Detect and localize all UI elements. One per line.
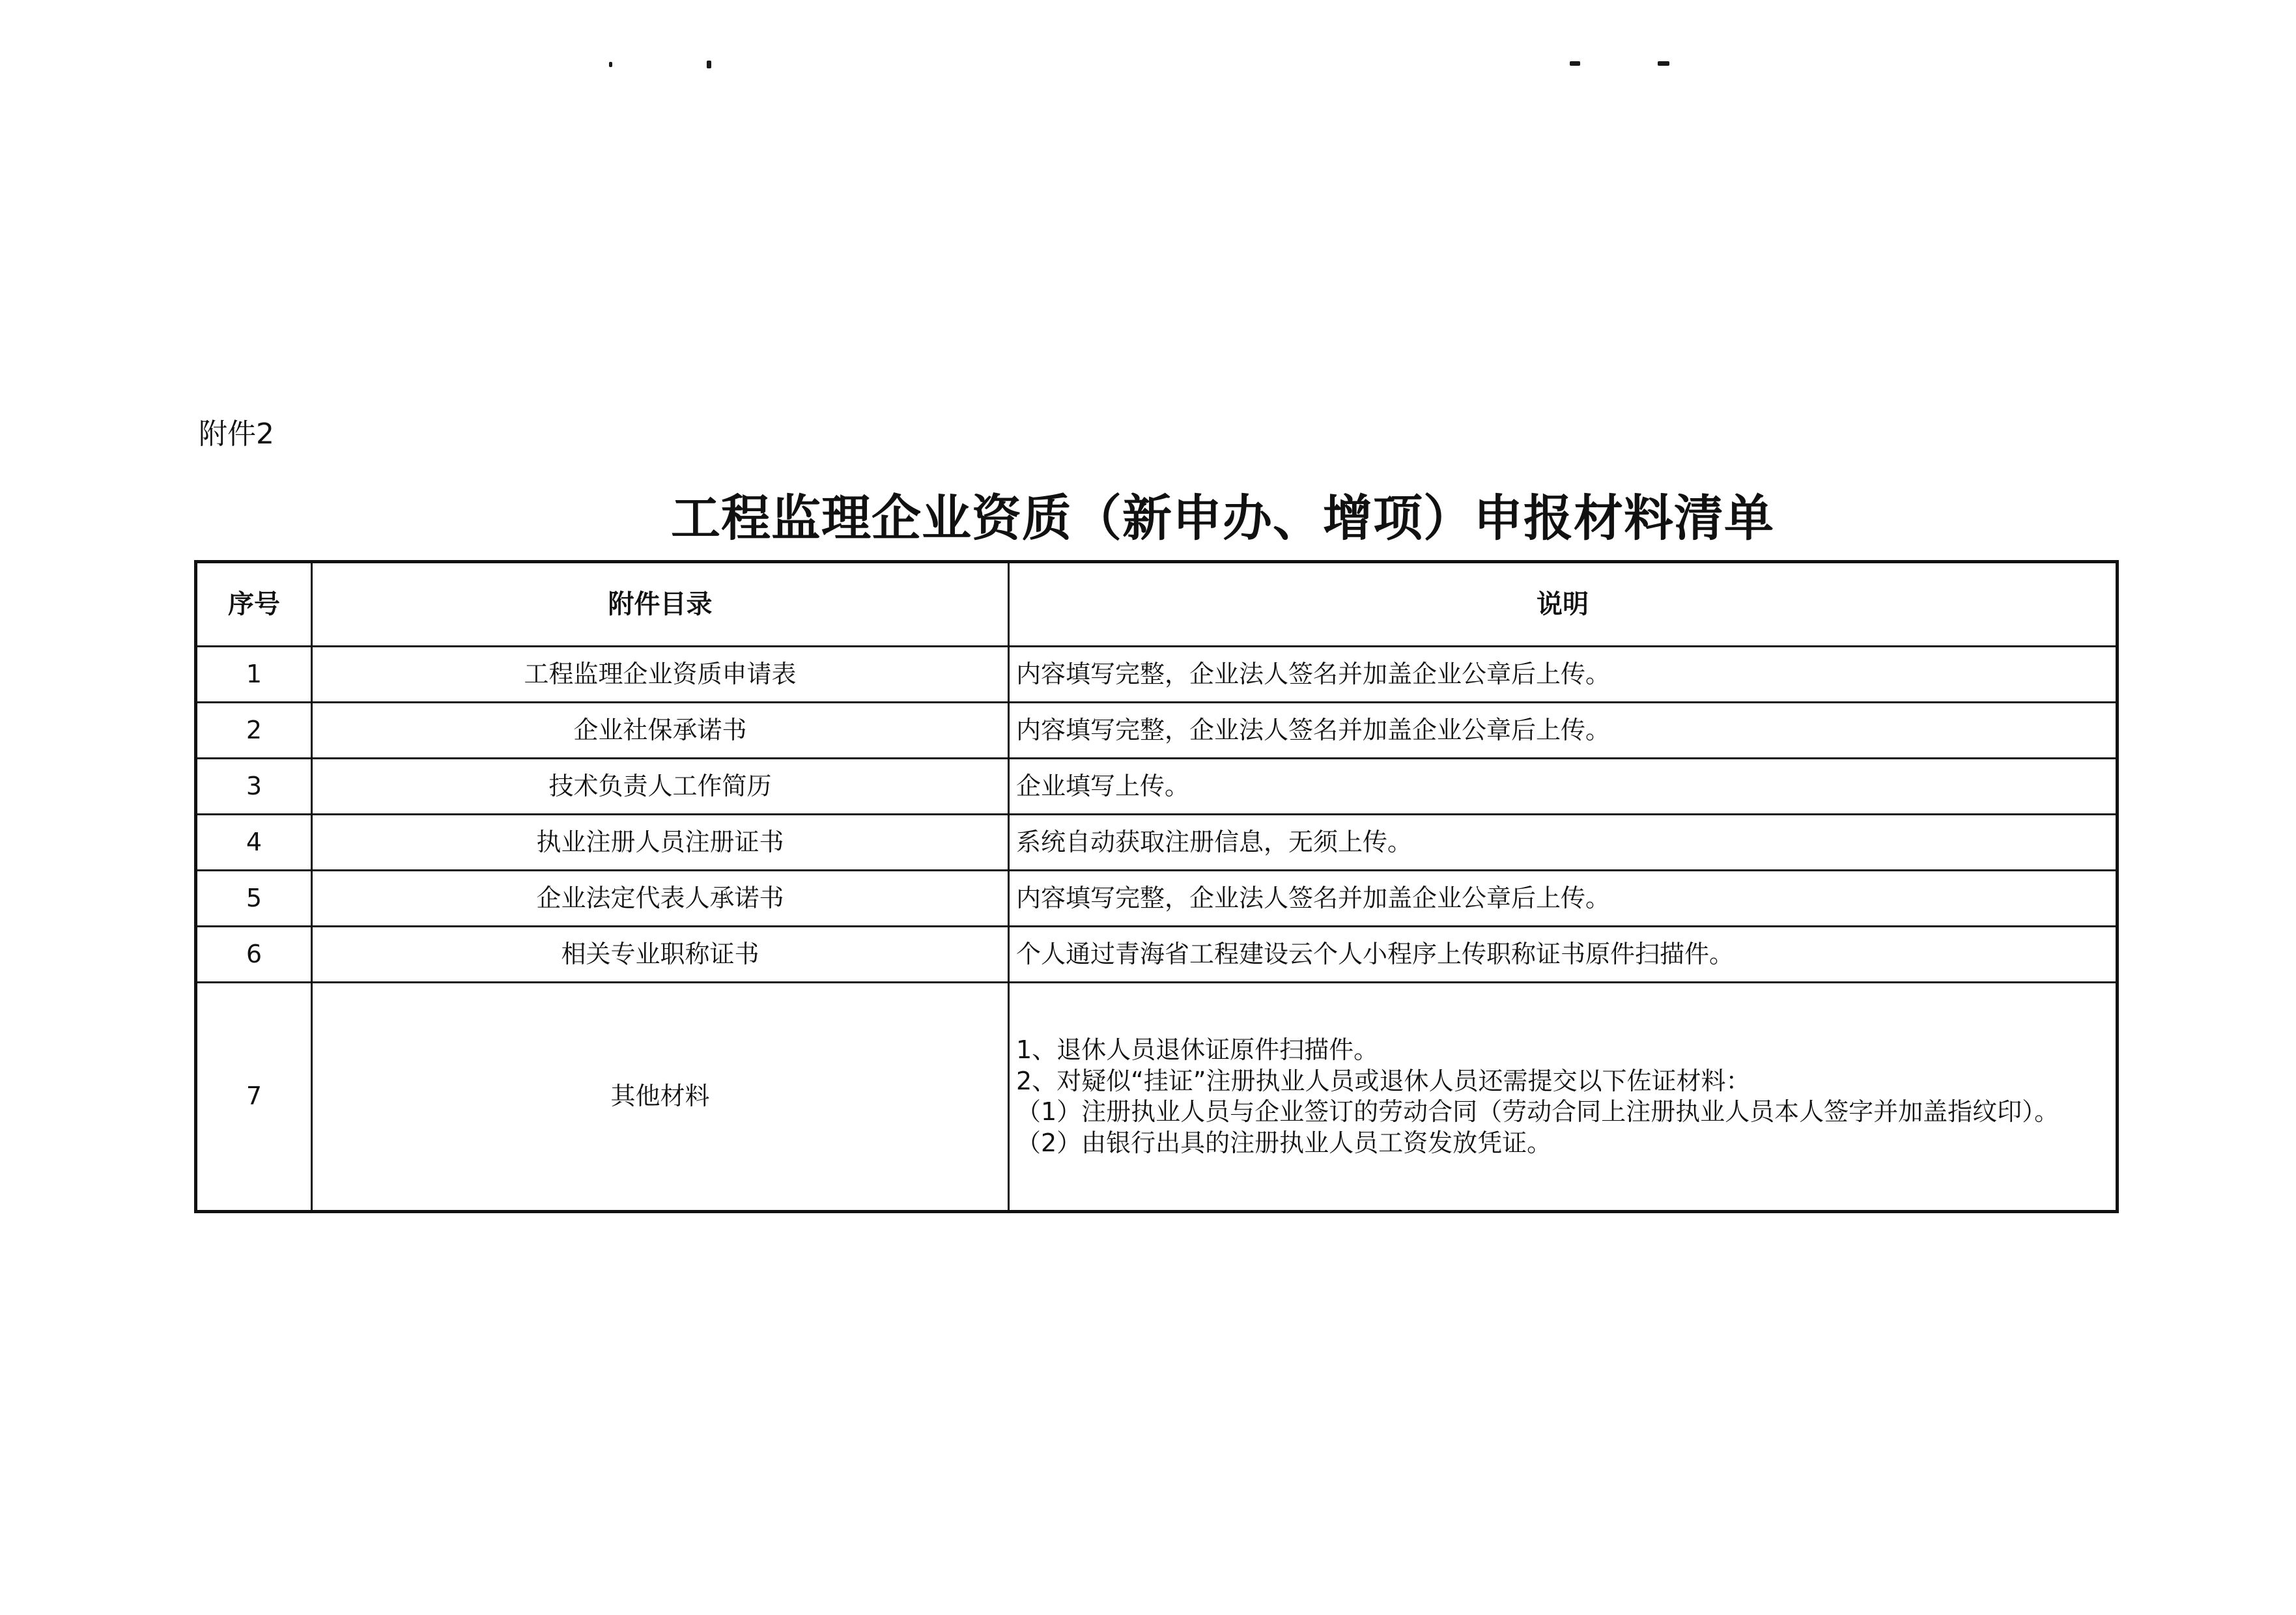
row-item: 企业社保承诺书 bbox=[312, 703, 1009, 759]
table-row bbox=[196, 703, 2118, 759]
note-line: 1、退休人员退休证原件扫描件。 bbox=[1016, 1035, 1379, 1064]
row-note: 企业填写上传。 bbox=[1009, 759, 2118, 815]
table-row bbox=[196, 927, 2118, 983]
column-header-item: 附件目录 bbox=[312, 562, 1009, 647]
row-item: 工程监理企业资质申请表 bbox=[312, 647, 1009, 703]
row-item: 其他材料 bbox=[312, 983, 1009, 1212]
materials-table bbox=[194, 560, 2119, 1213]
scan-speck bbox=[1570, 61, 1580, 66]
column-header-number: 序号 bbox=[196, 562, 312, 647]
row-number: 1 bbox=[196, 647, 312, 703]
row-number: 7 bbox=[196, 983, 312, 1212]
row-number: 3 bbox=[196, 759, 312, 815]
row-number: 2 bbox=[196, 703, 312, 759]
row-number: 5 bbox=[196, 871, 312, 927]
column-header-note: 说明 bbox=[1009, 562, 2118, 647]
table-row bbox=[196, 983, 2118, 1212]
scan-speck bbox=[609, 62, 612, 67]
row-note: 内容填写完整，企业法人签名并加盖企业公章后上传。 bbox=[1009, 703, 2118, 759]
row-item: 技术负责人工作简历 bbox=[312, 759, 1009, 815]
table-header-row bbox=[196, 562, 2118, 647]
scan-speck bbox=[707, 61, 711, 68]
row-item: 执业注册人员注册证书 bbox=[312, 815, 1009, 871]
note-line: 2、对疑似“挂证”注册执业人员或退休人员还需提交以下佐证材料： bbox=[1016, 1066, 1751, 1095]
note-line: （2）由银行出具的注册执业人员工资发放凭证。 bbox=[1016, 1128, 1552, 1157]
row-number: 6 bbox=[196, 927, 312, 983]
scan-speck bbox=[1658, 61, 1669, 66]
table-row bbox=[196, 647, 2118, 703]
note-line: （1）注册执业人员与企业签订的劳动合同（劳动合同上注册执业人员本人签字并加盖指纹印）。 bbox=[1016, 1097, 2060, 1126]
row-number: 4 bbox=[196, 815, 312, 871]
attachment-label: 附件2 bbox=[199, 417, 274, 451]
table-row bbox=[196, 871, 2118, 927]
row-item: 相关专业职称证书 bbox=[312, 927, 1009, 983]
row-note: 内容填写完整，企业法人签名并加盖企业公章后上传。 bbox=[1009, 871, 2118, 927]
page-title: 工程监理企业资质（新申办、增项）申报材料清单 bbox=[671, 489, 1774, 547]
row-note-multiline bbox=[1009, 983, 2118, 1212]
row-note: 个人通过青海省工程建设云个人小程序上传职称证书原件扫描件。 bbox=[1009, 927, 2118, 983]
row-note: 内容填写完整，企业法人签名并加盖企业公章后上传。 bbox=[1009, 647, 2118, 703]
row-note: 系统自动获取注册信息，无须上传。 bbox=[1009, 815, 2118, 871]
row-item: 企业法定代表人承诺书 bbox=[312, 871, 1009, 927]
table-row bbox=[196, 815, 2118, 871]
table-row bbox=[196, 759, 2118, 815]
